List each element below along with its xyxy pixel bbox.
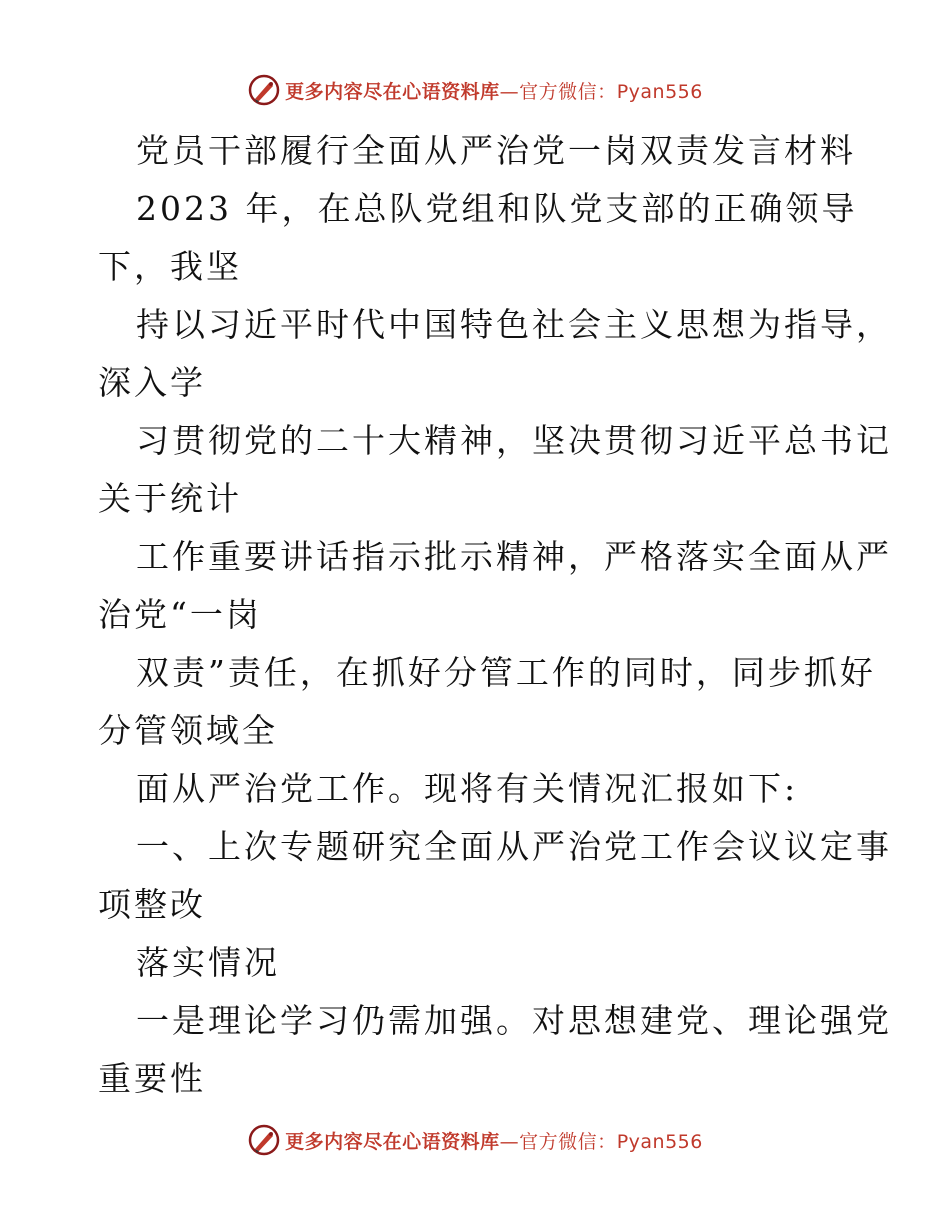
document-line: 双责”责任，在抓好分管工作的同时，同步抓好 — [136, 653, 876, 692]
document-line: 2023 年，在总队党组和队党支部的正确领导 — [136, 189, 858, 228]
pen-logo-icon — [247, 1123, 281, 1157]
watermark-label: 官方微信： — [519, 1130, 617, 1153]
document-line: 重要性 — [98, 1059, 206, 1098]
pen-logo-icon — [247, 73, 281, 107]
document-line: 关于统计 — [98, 479, 242, 518]
document-line: 一、上次专题研究全面从严治党工作会议议定事 — [136, 827, 892, 866]
watermark-label: 官方微信： — [519, 80, 617, 103]
footer-watermark — [0, 1120, 950, 1160]
watermark-separator: — — [499, 80, 520, 103]
header-watermark — [0, 70, 950, 110]
document-line: 持以习近平时代中国特色社会主义思想为指导， — [136, 305, 892, 344]
document-line: 治党“一岗 — [98, 595, 262, 634]
watermark-brand: 更多内容尽在心语资料库 — [285, 1130, 500, 1153]
document-line: 落实情况 — [136, 943, 280, 982]
document-line: 分管领域全 — [98, 711, 278, 750]
watermark-brand: 更多内容尽在心语资料库 — [285, 80, 500, 103]
document-line: 面从严治党工作。现将有关情况汇报如下: — [136, 769, 799, 808]
document-line: 项整改 — [98, 885, 206, 924]
watermark-wechat-id: Pyan556 — [616, 1130, 703, 1153]
document-body — [98, 122, 892, 1108]
document-line: 一是理论学习仍需加强。对思想建党、理论强党 — [136, 1001, 892, 1040]
document-line: 习贯彻党的二十大精神，坚决贯彻习近平总书记 — [136, 421, 892, 460]
watermark-wechat-id: Pyan556 — [616, 80, 703, 103]
document-line: 下，我坚 — [98, 247, 242, 286]
document-line: 党员干部履行全面从严治党一岗双责发言材料 — [136, 131, 856, 170]
document-line: 工作重要讲话指示批示精神，严格落实全面从严 — [136, 537, 892, 576]
watermark-separator: — — [499, 1130, 520, 1153]
document-line: 深入学 — [98, 363, 206, 402]
